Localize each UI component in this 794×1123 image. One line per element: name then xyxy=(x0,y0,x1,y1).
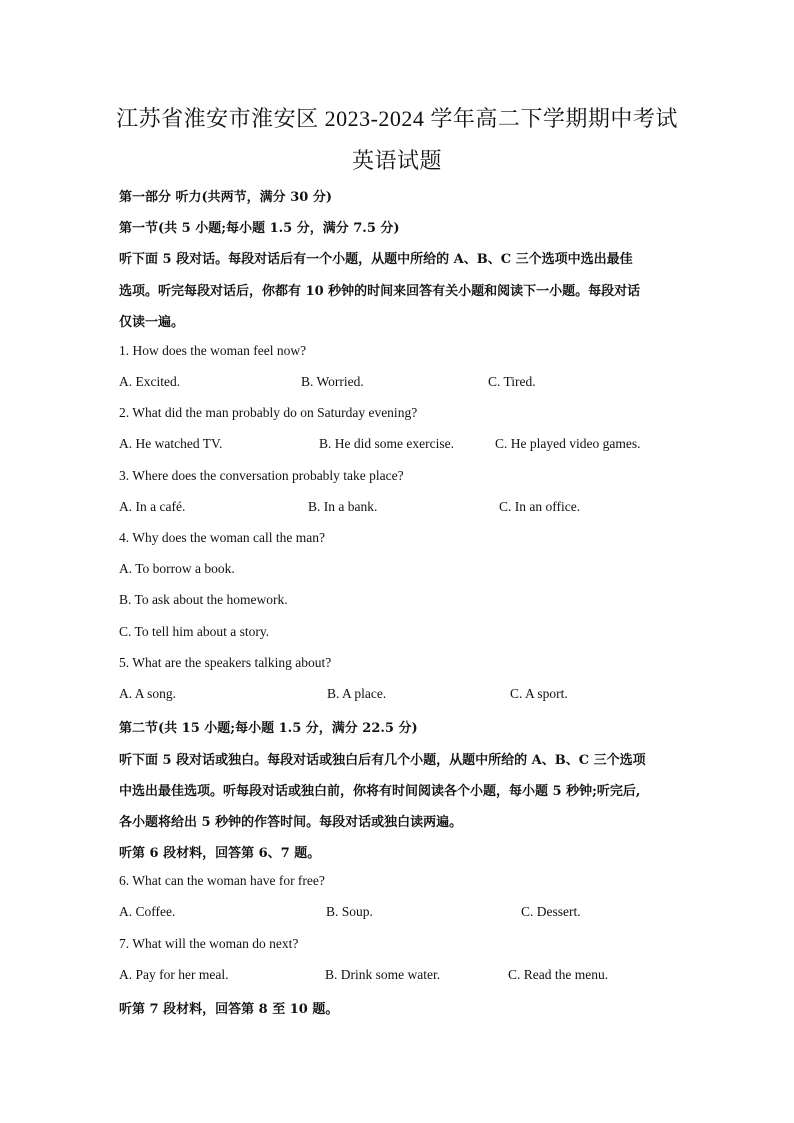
exam-subtitle: 英语试题 xyxy=(351,148,442,173)
section1-instruction-line: 选项。听完每段对话后，你都有 10 秒钟的时间来回答有关小题和阅读下一小题。每段对话 xyxy=(119,284,641,299)
option-b: B. Soup. xyxy=(326,904,373,919)
exam-title: 江苏省淮安市淮安区 2023-2024 学年高二下学期期中考试 xyxy=(116,106,678,131)
option-c: C. In an office. xyxy=(499,499,581,514)
option-b: B. Drink some water. xyxy=(325,967,441,982)
question-stem: 6. What can the woman have for free? xyxy=(119,873,325,888)
part1-heading: 第一部分 听力(共两节，满分 30 分) xyxy=(119,190,332,205)
section2-instruction-line: 中选出最佳选项。听每段对话或独白前，你将有时间阅读各个小题，每小题 5 秒钟;听完后, xyxy=(119,784,641,799)
option-c: C. Dessert. xyxy=(521,904,581,919)
option-b: B. He did some exercise. xyxy=(319,436,454,451)
section1-instruction-line: 听下面 5 段对话。每段对话后有一个小题，从题中所给的 A、B、C 三个选项中选出最佳 xyxy=(119,252,633,267)
option-a: A. In a café. xyxy=(119,499,186,514)
section1-heading: 第一节(共 5 小题;每小题 1.5 分，满分 7.5 分) xyxy=(119,221,400,236)
option-b: B. A place. xyxy=(327,686,387,701)
option-b: B. To ask about the homework. xyxy=(119,592,288,607)
question-stem: 2. What did the man probably do on Saturday evening? xyxy=(119,405,418,420)
option-a: A. To borrow a book. xyxy=(119,561,235,576)
option-a: A. Excited. xyxy=(119,374,181,389)
question-stem: 1. How does the woman feel now? xyxy=(119,343,307,358)
option-b: B. In a bank. xyxy=(308,499,378,514)
option-b: B. Worried. xyxy=(301,374,364,389)
section2-instruction-line: 各小题将给出 5 秒钟的作答时间。每段对话或独白读两遍。 xyxy=(119,815,463,830)
question-stem: 5. What are the speakers talking about? xyxy=(119,655,332,670)
option-a: A. Coffee. xyxy=(119,904,176,919)
option-c: C. A sport. xyxy=(510,686,568,701)
question-stem: 3. Where does the conversation probably take place? xyxy=(119,468,404,483)
option-c: C. Read the menu. xyxy=(508,967,609,982)
section2-heading: 第二节(共 15 小题;每小题 1.5 分，满分 22.5 分) xyxy=(119,721,418,736)
option-c: C. He played video games. xyxy=(495,436,641,451)
question-stem: 7. What will the woman do next? xyxy=(119,936,299,951)
option-a: A. He watched TV. xyxy=(119,436,223,451)
question-stem: 4. Why does the woman call the man? xyxy=(119,530,325,545)
option-a: A. A song. xyxy=(119,686,177,701)
section2-instruction-line: 听下面 5 段对话或独白。每段对话或独白后有几个小题，从题中所给的 A、B、C 三个选项 xyxy=(119,753,646,768)
material-heading: 听第 6 段材料，回答第 6、7 题。 xyxy=(119,846,321,861)
section1-instruction-line: 仅读一遍。 xyxy=(119,315,185,330)
option-c: C. Tired. xyxy=(488,374,536,389)
material-heading: 听第 7 段材料，回答第 8 至 10 题。 xyxy=(119,1002,339,1017)
option-a: A. Pay for her meal. xyxy=(119,967,229,982)
option-c: C. To tell him about a story. xyxy=(119,624,270,639)
